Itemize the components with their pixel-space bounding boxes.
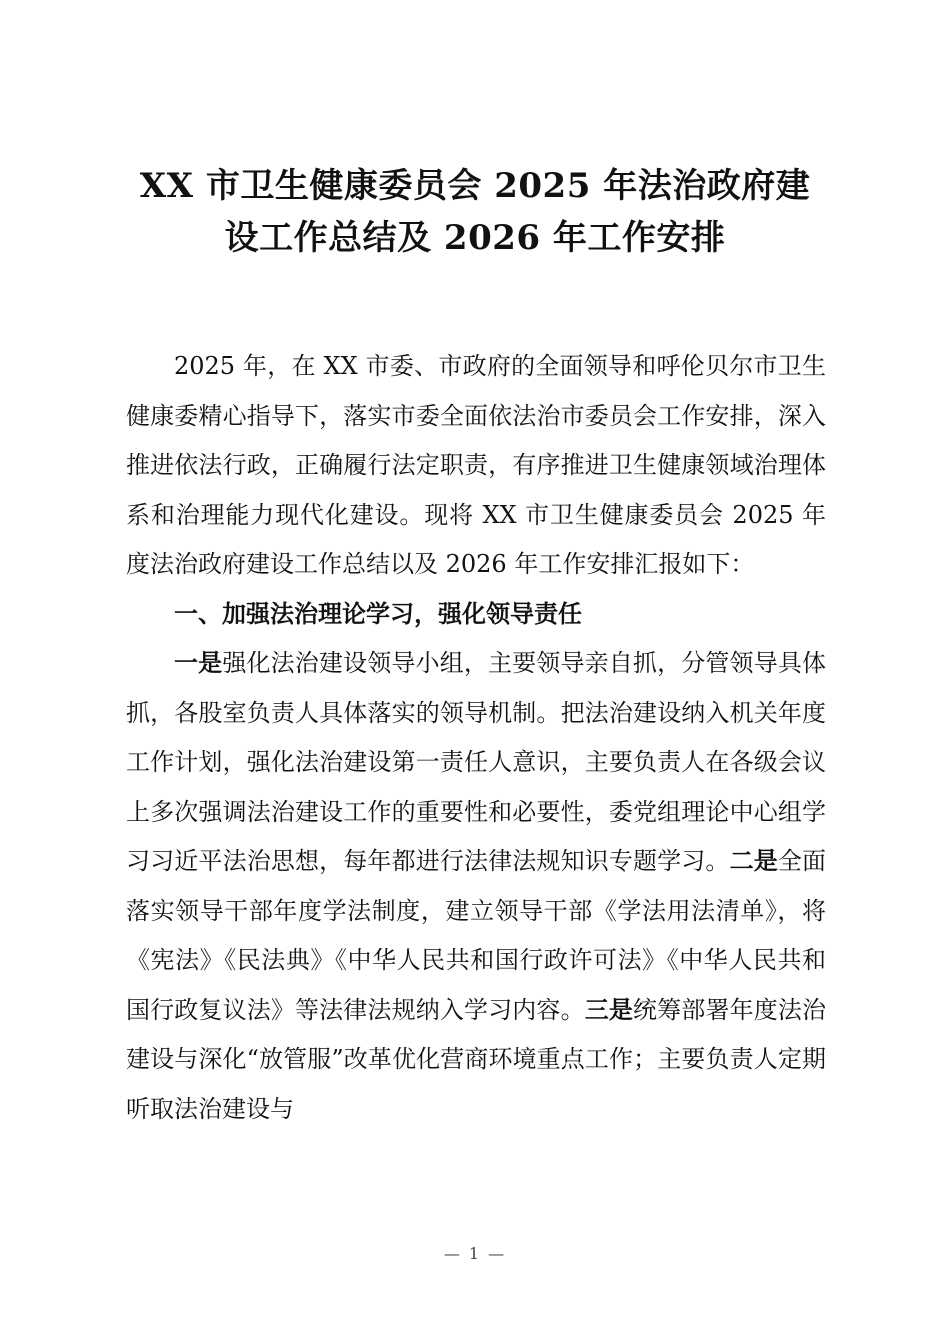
intro-paragraph: 2025 年，在 XX 市委、市政府的全面领导和呼伦贝尔市卫生健康委精心指导下，落实市委全面依法治市委员会工作安排，深入推进依法行政，正确履行法定职责，有序推进卫生健康领域治理体系和治理能力现代化建设。现将 XX 市卫生健康委员会 2025 年度法治政府建设工作总结以及 2026 年工作安排汇报如下：: [126, 352, 826, 578]
document-body: [126, 342, 826, 1134]
section-1-text-1: 强化法治建设领导小组，主要领导亲自抓，分管领导具体抓，各股室负责人具体落实的领导机制。把法治建设纳入机关年度工作计划，强化法治建设第一责任人意识，主要负责人在各级会议上多次强调法治建设工作的重要性和必要性，委党组理论中心组学习习近平法治思想，每年都进行法律法规知识专题学习。: [126, 649, 827, 875]
section-1-paragraph: [126, 639, 826, 1134]
document-title-line-2: 设工作总结及 2026 年工作安排: [224, 218, 726, 258]
document-title-line-1: XX 市卫生健康委员会 2025 年法治政府建: [139, 166, 811, 206]
section-1-text-3: 统筹部署年度法治建设与深化“放管服”改革优化营商环境重点工作；主要负责人定期听取法治建设与: [126, 995, 827, 1123]
section-1-text-2: 全面落实领导干部年度学法制度，建立领导干部《学法用法清单》，将《宪法》《民法典》《中华人民共和国行政许可法》《中华人民共和国行政复议法》等法律法规纳入学习内容。: [126, 847, 827, 1024]
page-number: — 1 —: [443, 1244, 507, 1263]
section-1-heading: 一、加强法治理论学习，强化领导责任: [174, 599, 582, 628]
section-1-lead-2: 二是: [729, 847, 778, 875]
section-1-lead-1: 一是: [174, 649, 223, 677]
section-1-lead-3: 三是: [584, 995, 634, 1024]
